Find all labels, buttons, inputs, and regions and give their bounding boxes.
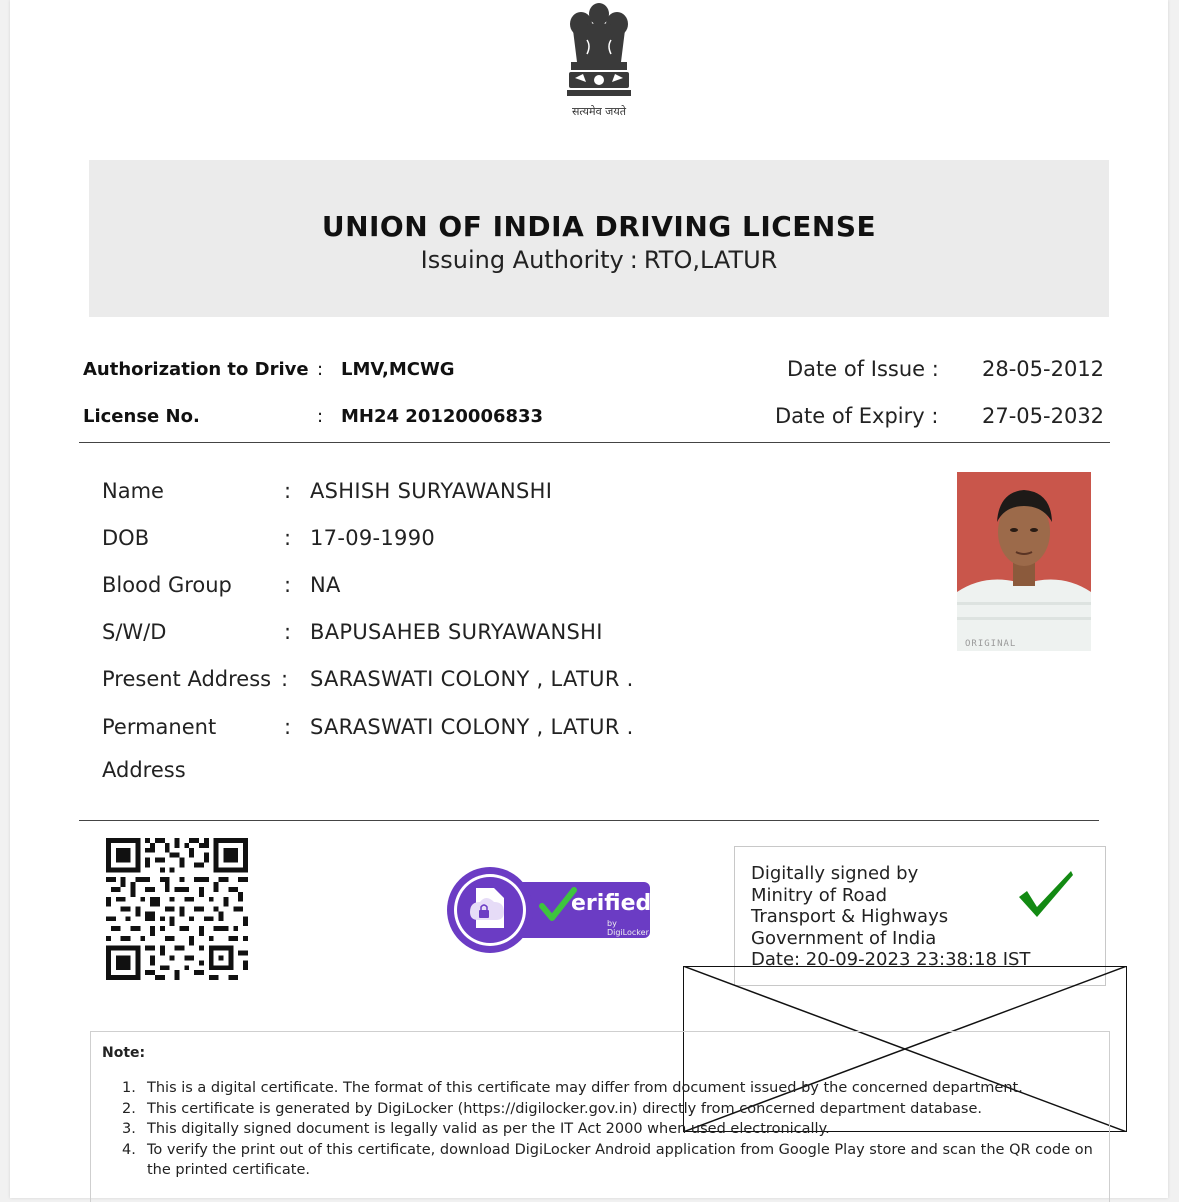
note-box <box>90 1031 1110 1202</box>
note-item <box>122 1099 1097 1120</box>
header-box <box>89 160 1109 317</box>
note-item-text: To verify the print out of this certificate, download DigiLocker Android application from Google Play store and scan the QR code on the printed certificate. <box>147 1141 1093 1178</box>
dob-label: DOB <box>102 526 150 550</box>
lion-capital-icon <box>559 0 639 104</box>
qr-code-icon <box>106 838 248 980</box>
signature-line: Digitally signed by <box>751 863 919 884</box>
name-colon: : <box>284 479 292 503</box>
signature-line: Government of India <box>751 927 937 949</box>
signature-text <box>751 863 1030 971</box>
blood-group-colon: : <box>284 573 292 597</box>
license-number-value: MH24 20120006833 <box>341 406 544 427</box>
holder-photo <box>957 472 1091 651</box>
swd-value: BAPUSAHEB SURYAWANSHI <box>310 620 603 644</box>
signature-line: Transport & Highways <box>751 906 949 927</box>
digilocker-verified-badge <box>446 866 652 954</box>
name-label: Name <box>102 479 164 503</box>
portrait-image <box>957 472 1091 651</box>
present-address-label: Present Address <box>102 667 272 691</box>
note-item <box>122 1140 1097 1181</box>
note-title: Note: <box>102 1045 146 1061</box>
authorization-colon: : <box>317 359 324 380</box>
divider-top <box>79 442 1110 443</box>
divider-bottom <box>79 820 1099 821</box>
document-title: UNION OF INDIA DRIVING LICENSE <box>321 210 877 243</box>
present-address-colon: : <box>281 667 289 691</box>
swd-label: S/W/D <box>102 620 167 644</box>
swd-colon: : <box>284 620 292 644</box>
note-item-number: 2. <box>122 1100 136 1117</box>
national-emblem <box>559 0 639 122</box>
license-number-colon: : <box>317 406 324 427</box>
authorization-value: LMV,MCWG <box>341 359 455 380</box>
note-item <box>122 1078 1097 1099</box>
photo-watermark: ORIGINAL <box>965 639 1017 649</box>
license-document <box>10 0 1168 1198</box>
permanent-address-value: SARASWATI COLONY , LATUR . <box>310 715 634 739</box>
note-item-number: 4. <box>122 1141 136 1158</box>
note-item-text: This digitally signed document is legally valid as per the IT Act 2000 when used electronically. <box>147 1121 830 1137</box>
permanent-address-colon: : <box>284 715 292 739</box>
verified-word: erified <box>571 891 652 916</box>
note-item-number: 3. <box>122 1121 136 1137</box>
blood-group-label: Blood Group <box>102 573 232 597</box>
dob-value: 17-09-1990 <box>310 526 436 550</box>
date-of-expiry-label: Date of Expiry : <box>775 404 939 428</box>
note-item-number: 1. <box>122 1080 136 1096</box>
date-of-issue-label: Date of Issue : <box>787 357 939 381</box>
name-value: ASHISH SURYAWANSHI <box>310 479 553 503</box>
check-icon <box>1017 869 1075 919</box>
note-item-text: This is a digital certificate. The format of this certificate may differ from document issued by the concerned department. <box>147 1080 1023 1096</box>
verified-by-text: by DigiLocker <box>607 919 649 937</box>
authority-label: Issuing Authority <box>420 246 624 274</box>
digital-signature-box <box>734 846 1106 986</box>
permanent-address-label-line1: Permanent <box>102 715 217 739</box>
signature-date: Date: 20-09-2023 23:38:18 IST <box>751 949 1031 970</box>
authority-value: RTO,LATUR <box>643 246 778 274</box>
date-of-issue-value: 28-05-2012 <box>982 357 1105 381</box>
date-of-expiry-value: 27-05-2032 <box>982 404 1105 428</box>
permanent-address-label-line2: Address <box>102 758 186 782</box>
emblem-motto: सत्यमेव जयते <box>571 105 626 118</box>
blood-group-value: NA <box>310 573 341 597</box>
signature-line: Minitry of Road <box>751 884 888 906</box>
authorization-label: Authorization to Drive <box>83 359 309 380</box>
note-item <box>122 1119 1097 1140</box>
dob-colon: : <box>284 526 292 550</box>
issuing-authority: Issuing Authority : RTO,LATUR <box>420 246 778 274</box>
note-item-text: This certificate is generated by DigiLocker (https://digilocker.gov.in) directly from concerned department database. <box>147 1100 983 1117</box>
license-number-label: License No. <box>83 406 200 427</box>
present-address-value: SARASWATI COLONY , LATUR . <box>310 667 634 691</box>
note-list <box>122 1078 1097 1181</box>
